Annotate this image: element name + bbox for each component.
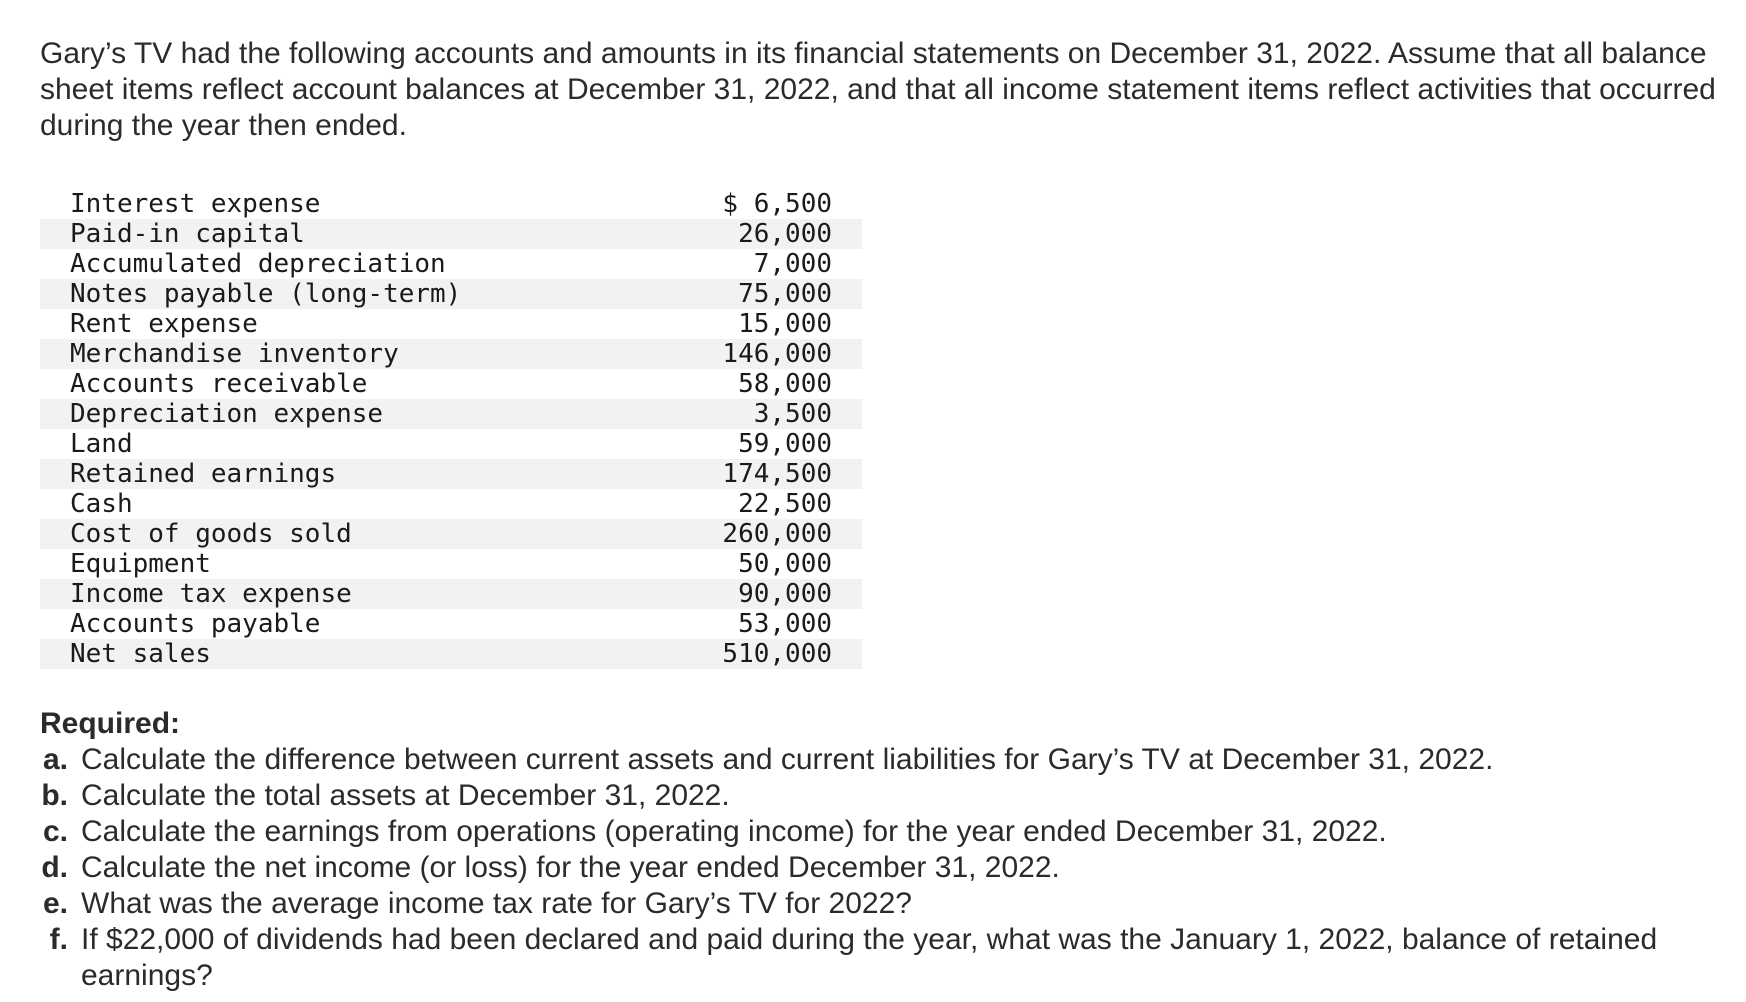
account-row	[40, 639, 862, 669]
accounts-table	[40, 189, 862, 669]
account-amount: $ 6,500	[722, 189, 832, 219]
required-item-letter: a.	[42, 743, 68, 776]
account-row	[40, 189, 862, 219]
account-row	[40, 519, 862, 549]
account-amount: 15,000	[738, 309, 832, 339]
account-amount: 53,000	[738, 609, 832, 639]
account-amount: 59,000	[738, 429, 832, 459]
account-amount: 3,500	[753, 399, 832, 429]
required-item-letter: b.	[41, 779, 68, 812]
required-item-letter: d.	[41, 851, 68, 884]
account-name: Merchandise inventory	[70, 339, 399, 369]
account-amount: 510,000	[722, 639, 832, 669]
required-item-text: If $22,000 of dividends had been declared and paid during the year, what was the January 1, 2022, balance of retained earnings?	[81, 923, 1658, 992]
account-row	[40, 429, 862, 459]
account-name: Rent expense	[70, 309, 258, 339]
required-item-letter: c.	[42, 815, 68, 848]
required-title: Required:	[40, 707, 181, 740]
required-item-letter: e.	[42, 887, 68, 920]
required-item	[40, 742, 1744, 778]
account-amount: 58,000	[738, 369, 832, 399]
account-row	[40, 309, 862, 339]
required-item-text: Calculate the total assets at December 31, 2022.	[81, 779, 730, 812]
account-name: Cash	[70, 489, 133, 519]
account-amount: 174,500	[722, 459, 832, 489]
account-row	[40, 459, 862, 489]
required-section	[40, 706, 1744, 994]
account-row	[40, 579, 862, 609]
required-item-text: Calculate the difference between current assets and current liabilities for Gary’s TV at December 31, 2022.	[81, 743, 1494, 776]
account-amount: 90,000	[738, 579, 832, 609]
account-row	[40, 339, 862, 369]
account-name: Accumulated depreciation	[70, 249, 446, 279]
required-item-text: Calculate the net income (or loss) for the year ended December 31, 2022.	[81, 851, 1060, 884]
account-row	[40, 249, 862, 279]
account-row	[40, 489, 862, 519]
account-row	[40, 369, 862, 399]
account-name: Paid-in capital	[70, 219, 305, 249]
account-row	[40, 609, 862, 639]
account-amount: 22,500	[738, 489, 832, 519]
account-amount: 260,000	[722, 519, 832, 549]
problem-intro: Gary’s TV had the following accounts and amounts in its financial statements on December 31, 2022. Assume that all balance sheet items reflect account balances at December 31, 2022, and that all income statement items reflect activities that occurred during the year then ended.	[40, 37, 1716, 142]
required-item	[40, 886, 1744, 922]
required-item-text: Calculate the earnings from operations (operating income) for the year ended December 31, 2022.	[81, 815, 1387, 848]
account-name: Cost of goods sold	[70, 519, 352, 549]
required-item	[40, 850, 1744, 886]
required-item	[40, 814, 1744, 850]
account-name: Land	[70, 429, 133, 459]
required-item-letter: f.	[49, 923, 68, 956]
account-row	[40, 549, 862, 579]
account-row	[40, 279, 862, 309]
account-name: Interest expense	[70, 189, 321, 219]
account-name: Equipment	[70, 549, 211, 579]
account-amount: 26,000	[738, 219, 832, 249]
account-name: Accounts payable	[70, 609, 321, 639]
required-item	[40, 922, 1744, 994]
accounts-table-body	[40, 189, 862, 669]
account-amount: 50,000	[738, 549, 832, 579]
account-name: Notes payable (long-term)	[70, 279, 462, 309]
account-amount: 7,000	[753, 249, 832, 279]
required-list	[40, 742, 1744, 994]
account-row	[40, 219, 862, 249]
account-amount: 146,000	[722, 339, 832, 369]
account-name: Retained earnings	[70, 459, 337, 489]
account-name: Net sales	[70, 639, 211, 669]
account-amount: 75,000	[738, 279, 832, 309]
account-name: Income tax expense	[70, 579, 352, 609]
required-item	[40, 778, 1744, 814]
account-name: Accounts receivable	[70, 369, 368, 399]
account-row	[40, 399, 862, 429]
required-item-text: What was the average income tax rate for Gary’s TV for 2022?	[81, 887, 912, 920]
account-name: Depreciation expense	[70, 399, 384, 429]
